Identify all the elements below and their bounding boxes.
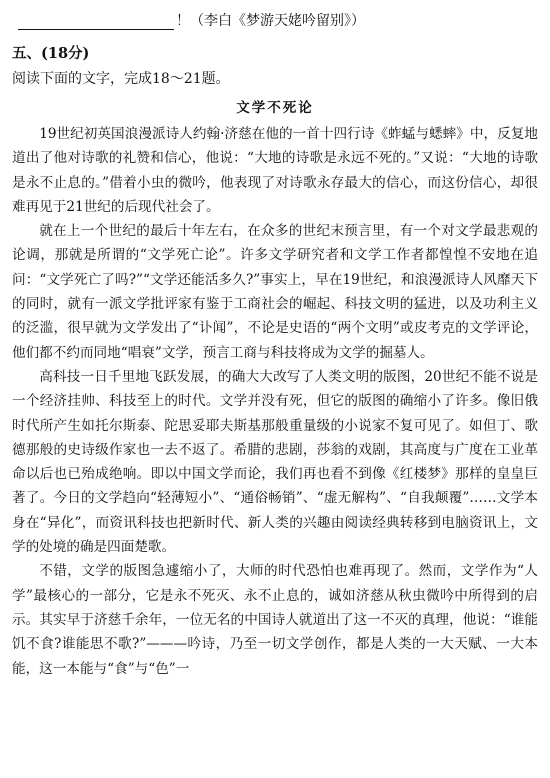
header-line xyxy=(12,8,538,30)
section-heading: 五、(18分) xyxy=(12,45,90,62)
citation: （李白《梦游天姥吟留别》） xyxy=(190,13,365,29)
reading-instruction: 阅读下面的文字，完成18～21题。 xyxy=(12,71,230,87)
blank-suffix: ！ xyxy=(176,13,190,29)
paragraph-3: 高科技一日千里地飞跃发展，的确大大改写了人类文明的版图，20世纪不能不说是一个经济挂帅、科技至上的时代。文学并没有死，但它的版图的确缩小了许多。像旧俄时代所产生如托尔斯泰、陀思妥耶夫斯基那般重量级的小说家不复可见了。如但丁、歌德那般的史诗级作家也一去不返了。希腊的悲剧，莎翁的戏剧，其高度与广度在工业革命以后也已殆成绝响。即以中国文学而论，我们再也看不到像《红楼梦》那样的皇皇巨著了。今日的文学趋向“轻薄短小”、“通俗畅销”、“虚无解构”、“自我颠覆”……文学本身在“异化”，而资讯科技也把新时代、新人类的兴趣由阅读经典转移到电脑资讯上，文学的处境的确是四面楚歌。 xyxy=(12,368,538,556)
paragraph-4: 不错，文学的版图急遽缩小了，大师的时代恐怕也难再现了。然而，文学作为“人学”最核心的一部分，它是永不死灭、永不止息的，诚如济慈从秋虫微吟中所得到的启示。其实早于济慈千余年，一位无名的中国诗人就道出了这一不灭的真理，他说：“谁能饥不食?谁能思不歌?”———吟诗，乃至一切文学创作，都是人类的一大天赋、一大本能，这一本能与“食”与“色”一 xyxy=(12,563,538,677)
article-body xyxy=(12,122,538,681)
fill-in-blank xyxy=(18,15,174,30)
article-title: 文学不死论 xyxy=(236,100,314,116)
paragraph-1: 19世纪初英国浪漫派诗人约翰·济慈在他的一首十四行诗《蚱蜢与蟋蟀》中，反复地道出了他对诗歌的礼赞和信心，他说：“大地的诗歌是永远不死的。”又说：“大地的诗歌是永不止息的。”借着小虫的微吟，他表现了对诗歌永存最大的信心，而这份信心，却很难再见于21世纪的后现代社会了。 xyxy=(12,126,538,215)
paragraph-2: 就在上一个世纪的最后十年左右，在众多的世纪末预言里，有一个对文学最悲观的论调，那就是所谓的“文学死亡论”。许多文学研究者和文学工作者都惶惶不安地在追问：“文学死亡了吗?”“文学还能活多久?”事实上，早在19世纪，和浪漫派诗人风靡天下的同时，就有一派文学批评家有鉴于工商社会的崛起、科技文明的猛进，以及功利主义的泛滥，很早就为文学发出了“讣闻”，不论是史语的“两个文明”或皮考克的文学评论，他们都不约而同地“唱衰”文学，预言工商与科技将成为文学的掘墓人。 xyxy=(12,223,538,361)
